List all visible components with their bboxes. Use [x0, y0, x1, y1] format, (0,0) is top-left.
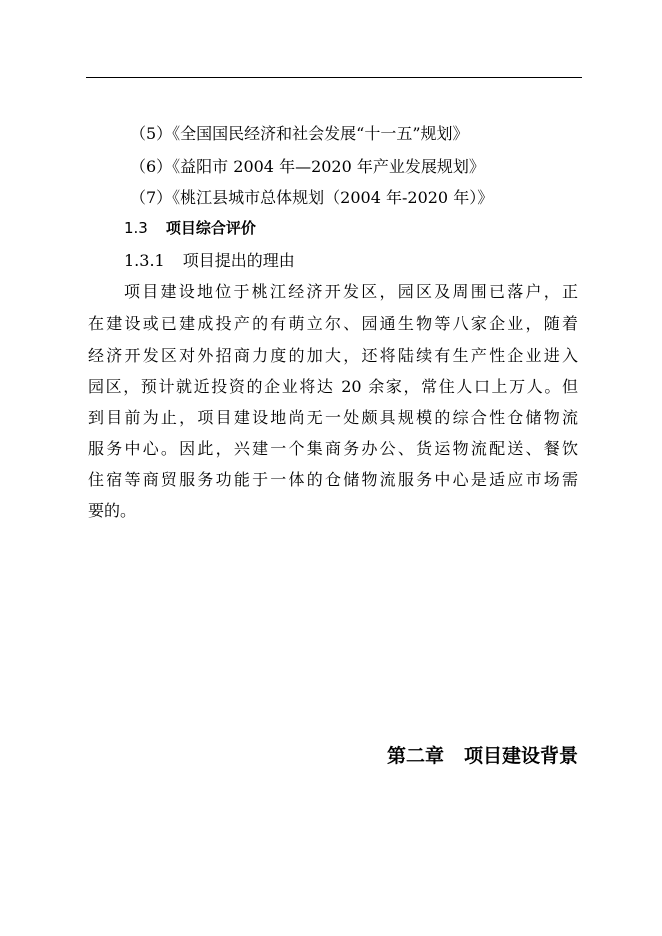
header-rule [86, 77, 582, 78]
paragraph-line: 要的。 [88, 501, 137, 520]
section-heading [124, 218, 256, 238]
paragraph-line: 在建设或已建成投产的有萌立尔、园通生物等八家企业，随着 [88, 314, 578, 333]
reference-item-5: （5）《全国国民经济和社会发展“十一五”规划》 [130, 124, 469, 143]
paragraph-line: 项目建设地位于桃江经济开发区，园区及周围已落户，正 [124, 282, 578, 301]
reference-item-7: （7）《桃江县城市总体规划（2004 年-2020 年）》 [130, 188, 494, 207]
paragraph-line: 服务中心。因此，兴建一个集商务办公、货运物流配送、餐饮 [88, 439, 578, 458]
subsection-title: 项目提出的理由 [182, 251, 295, 270]
reference-item-6: （6）《益阳市 2004 年—2020 年产业发展规划》 [130, 157, 485, 176]
chapter-number: 第二章 [386, 745, 444, 767]
paragraph-line: 到目前为止，项目建设地尚无一处颇具规模的综合性仓储物流 [88, 408, 578, 427]
subsection-heading [124, 251, 295, 271]
paragraph-line: 住宿等商贸服务功能于一体的仓储物流服务中心是适应市场需 [88, 470, 578, 489]
section-title: 项目综合评价 [165, 219, 256, 237]
subsection-number: 1.3.1 [124, 251, 165, 270]
chapter-title: 项目建设背景 [463, 745, 578, 767]
paragraph-line: 园区，预计就近投资的企业将达 20 余家，常住人口上万人。但 [88, 377, 578, 396]
paragraph-line: 经济开发区对外招商力度的加大，还将陆续有生产性企业进入 [88, 346, 578, 365]
chapter-heading [387, 744, 578, 768]
section-number: 1.3 [124, 219, 148, 237]
